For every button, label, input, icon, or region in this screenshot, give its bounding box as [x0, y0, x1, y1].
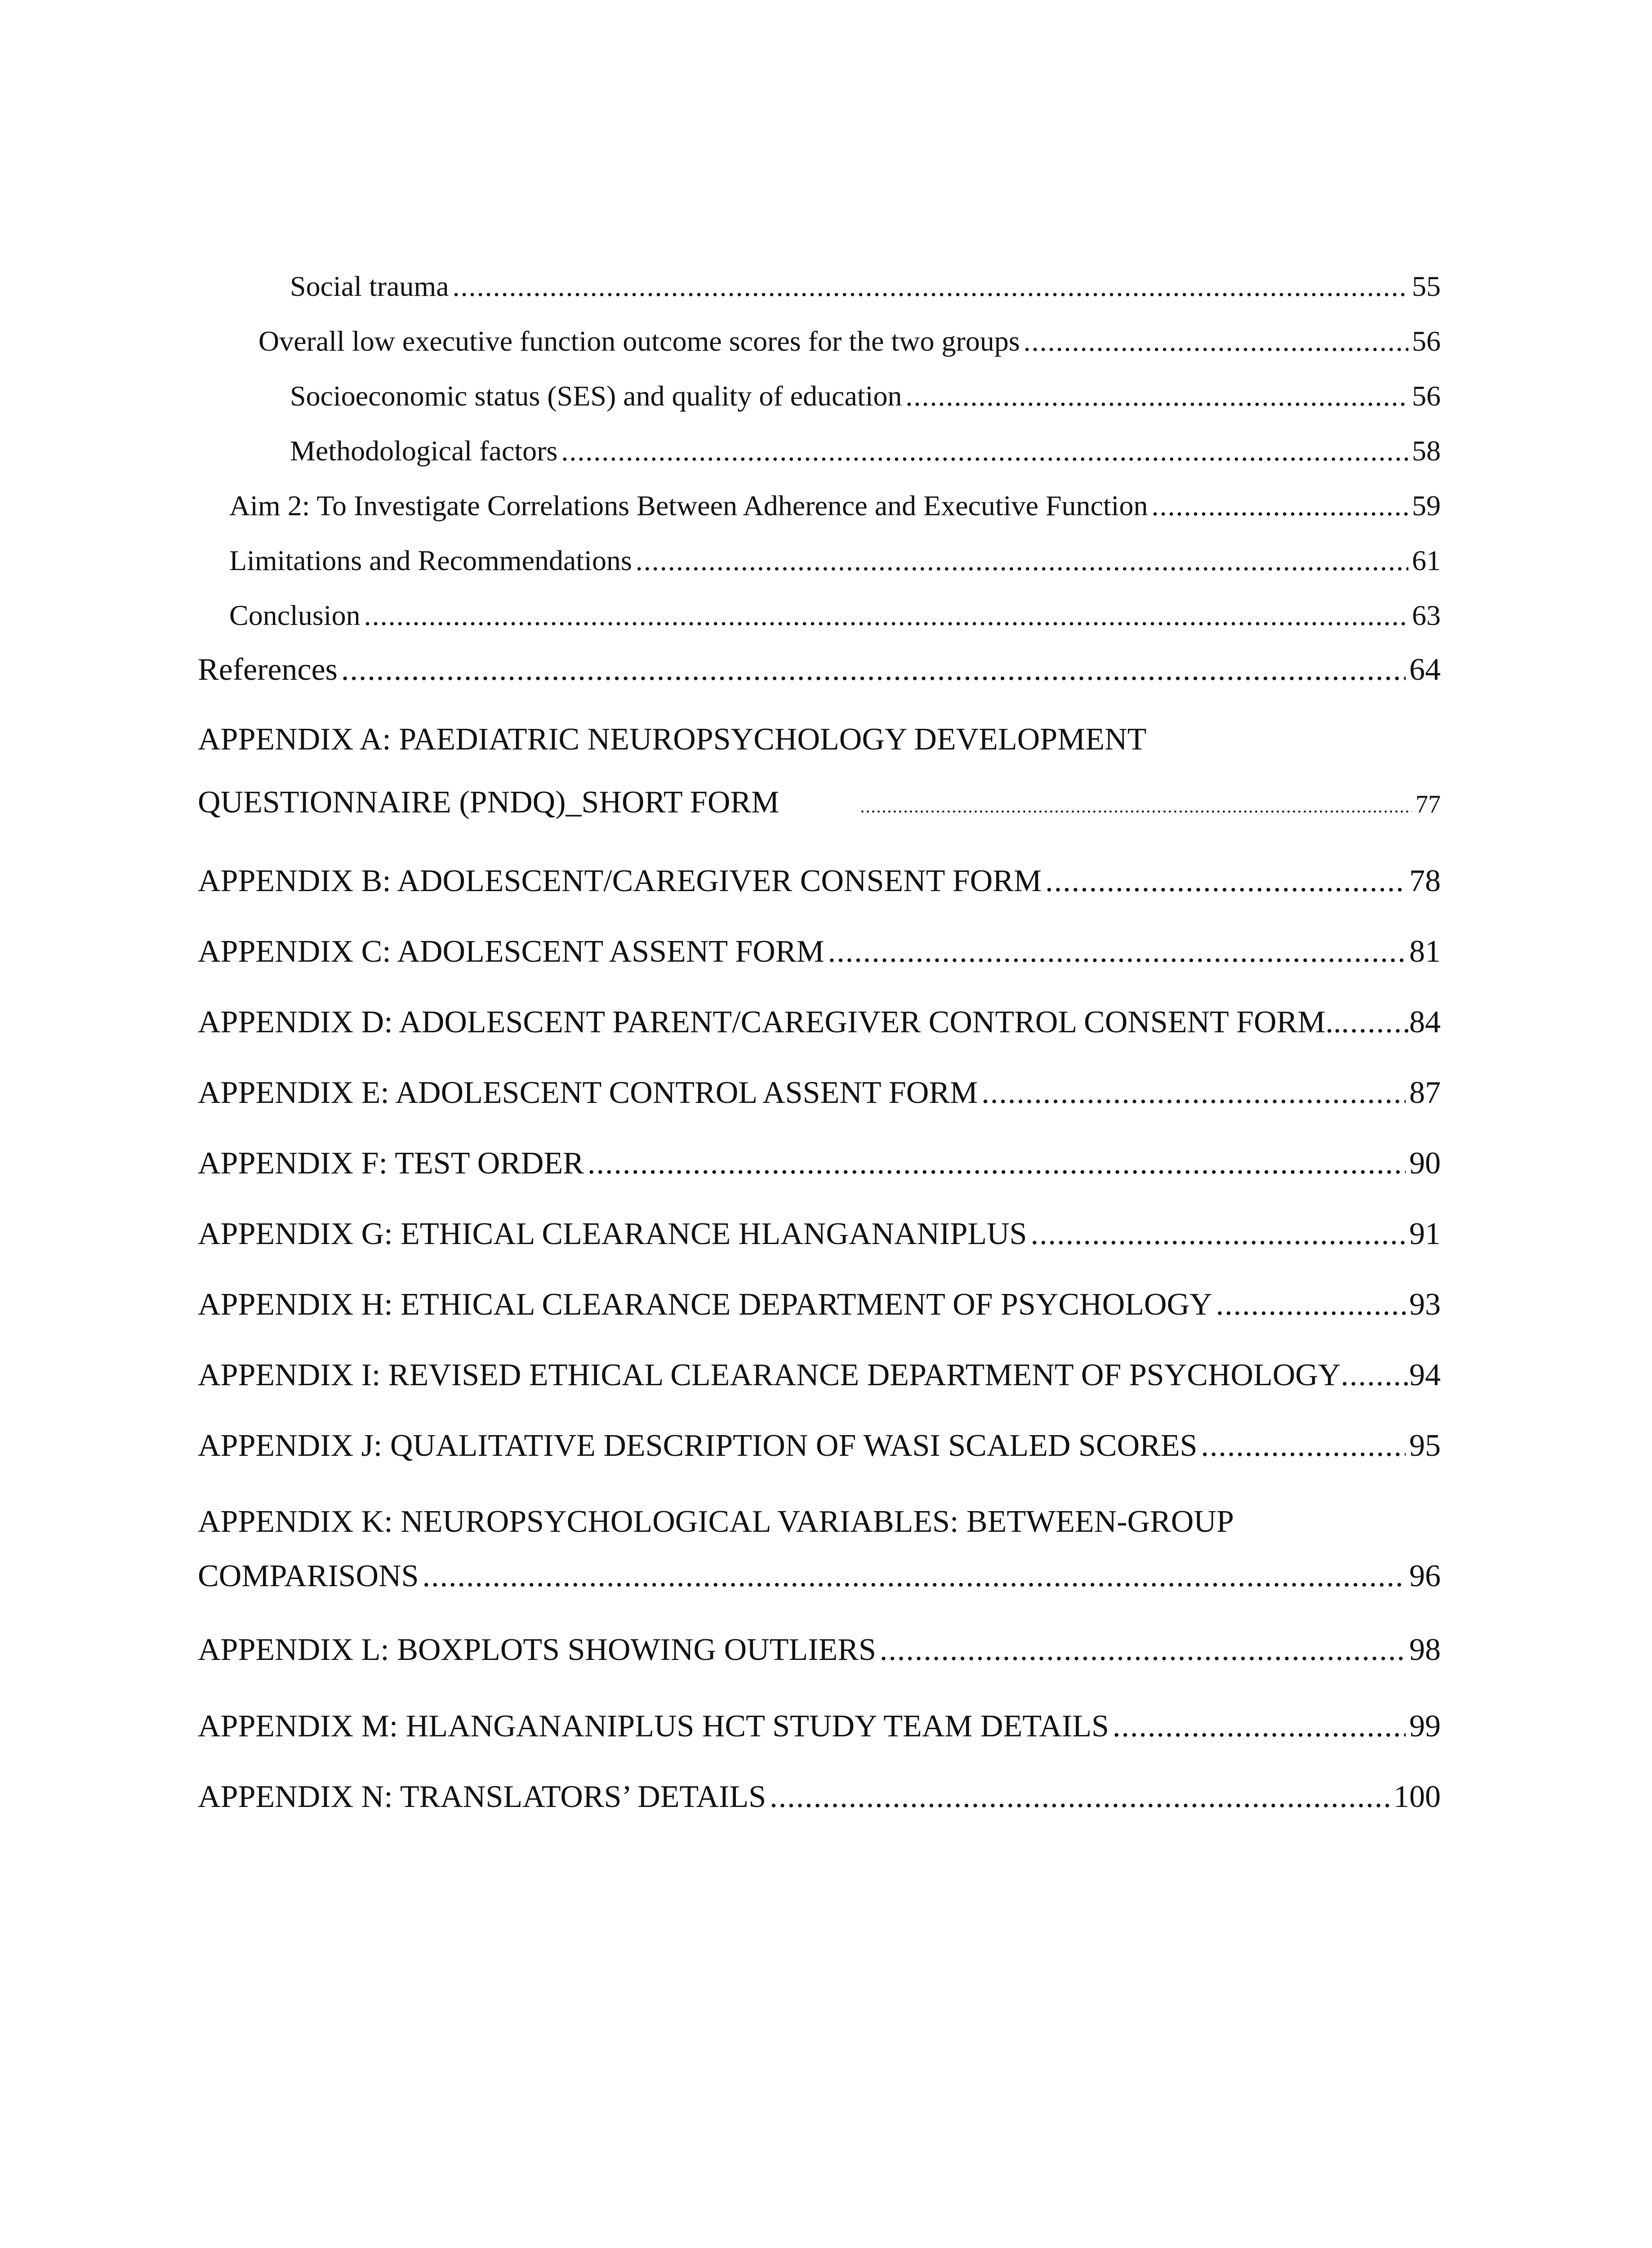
toc-page-number: 94: [1409, 1358, 1441, 1392]
dot-leader: [1341, 1004, 1409, 1040]
toc-page-number: 96: [1409, 1559, 1441, 1593]
dot-leader: [453, 270, 1408, 303]
toc-entry-appendix-a[interactable]: [198, 785, 1441, 834]
dot-leader: [860, 796, 1412, 817]
dot-leader: [1201, 1428, 1406, 1464]
dot-leader: [561, 434, 1408, 468]
toc-entry-appendix-n[interactable]: [198, 1779, 1441, 1829]
dot-leader: [636, 544, 1408, 577]
toc-entry-label: APPENDIX H: ETHICAL CLEARANCE DEPARTMENT OF PSYCHOLOGY: [198, 1287, 1212, 1322]
toc-page-number: 56: [1412, 380, 1441, 412]
dot-leader: [1024, 325, 1408, 358]
toc-entry-label: COMPARISONS: [198, 1559, 419, 1593]
toc-page-number: 81: [1409, 934, 1441, 969]
toc-entry-social-trauma[interactable]: [290, 270, 1441, 319]
toc-entry-label: APPENDIX D: ADOLESCENT PARENT/CAREGIVER CONTROL CONSENT FORM..: [198, 1005, 1341, 1039]
toc-entry-methodological-factors[interactable]: [290, 434, 1441, 484]
toc-page-number: 56: [1412, 325, 1441, 357]
toc-entry-label: APPENDIX L: BOXPLOTS SHOWING OUTLIERS: [198, 1632, 876, 1667]
toc-page-number: 77: [1416, 790, 1441, 818]
toc-page-number: 59: [1412, 490, 1441, 522]
dot-leader: [341, 652, 1406, 688]
toc-entry-label: Social trauma: [290, 270, 449, 302]
dot-leader: [364, 599, 1408, 632]
toc-entry-label: APPENDIX M: HLANGANANIPLUS HCT STUDY TEAM DETAILS: [198, 1709, 1109, 1744]
toc-entry-label: Limitations and Recommendations: [229, 544, 632, 576]
toc-entry-label: APPENDIX F: TEST ORDER: [198, 1146, 584, 1181]
toc-entry-label: APPENDIX B: ADOLESCENT/CAREGIVER CONSENT FORM: [198, 864, 1042, 898]
toc-page-number: 87: [1409, 1075, 1441, 1110]
toc-entry-label: QUESTIONNAIRE (PNDQ)_SHORT FORM: [198, 785, 779, 820]
dot-leader: [588, 1146, 1406, 1182]
dot-leader: [1216, 1287, 1406, 1323]
toc-entry-appendix-h[interactable]: [198, 1287, 1441, 1336]
toc-entry-label: APPENDIX E: ADOLESCENT CONTROL ASSENT FORM: [198, 1075, 978, 1110]
toc-entry-appendix-i[interactable]: [198, 1357, 1441, 1407]
toc-entry-appendix-f[interactable]: [198, 1146, 1441, 1195]
toc-entry-label: Methodological factors: [290, 435, 558, 467]
dot-leader: [1031, 1216, 1406, 1252]
toc-entry-appendix-a-line-1[interactable]: APPENDIX A: PAEDIATRIC NEUROPSYCHOLOGY DEVELOPMENT: [198, 722, 1147, 757]
toc-page-number: 90: [1409, 1146, 1441, 1181]
toc-page-number: 78: [1409, 864, 1441, 898]
toc-page-number: 61: [1412, 544, 1441, 576]
dot-leader: [1045, 863, 1406, 899]
toc-entry-label: Socioeconomic status (SES) and quality of education: [290, 380, 902, 412]
toc-entry-limitations[interactable]: [229, 544, 1441, 593]
toc-entry-appendix-c[interactable]: [198, 934, 1441, 983]
dot-leader: [423, 1558, 1406, 1594]
toc-entry-label: Overall low executive function outcome scores for the two groups: [258, 325, 1020, 357]
toc-entry-appendix-m[interactable]: [198, 1708, 1441, 1758]
toc-entry-appendix-k-line-1[interactable]: APPENDIX K: NEUROPSYCHOLOGICAL VARIABLES: BETWEEN-GROUP: [198, 1504, 1234, 1539]
dot-leader: [1152, 489, 1408, 522]
toc-entry-appendix-g[interactable]: [198, 1216, 1441, 1266]
toc-page-number: 64: [1409, 652, 1441, 687]
toc-entry-conclusion[interactable]: [229, 599, 1441, 648]
toc-entry-label: APPENDIX I: REVISED ETHICAL CLEARANCE DEPARTMENT OF PSYCHOLOGY: [198, 1358, 1341, 1392]
toc-entry-appendix-b[interactable]: [198, 863, 1441, 913]
toc-page-number: 93: [1409, 1287, 1441, 1322]
dot-leader: [1341, 1357, 1410, 1393]
toc-entry-label: APPENDIX J: QUALITATIVE DESCRIPTION OF WASI SCALED SCORES: [198, 1428, 1198, 1463]
toc-entry-appendix-j[interactable]: [198, 1428, 1441, 1477]
toc-entry-label: APPENDIX N: TRANSLATORS’ DETAILS: [198, 1780, 766, 1814]
dot-leader: [880, 1632, 1406, 1668]
toc-entry-appendix-e[interactable]: [198, 1075, 1441, 1124]
toc-entry-label: Conclusion: [229, 599, 361, 631]
toc-entry-label: APPENDIX C: ADOLESCENT ASSENT FORM: [198, 934, 824, 969]
toc-entry-references[interactable]: [198, 652, 1441, 701]
toc-entry-overall-low-executive-function[interactable]: [258, 325, 1441, 374]
toc-page-number: 91: [1409, 1217, 1441, 1251]
toc-page-number: 63: [1412, 599, 1441, 631]
toc-page-number: 95: [1409, 1428, 1441, 1463]
toc-page-number: 55: [1412, 270, 1441, 302]
toc-entry-appendix-k[interactable]: [198, 1558, 1441, 1608]
toc-entry-label: APPENDIX G: ETHICAL CLEARANCE HLANGANANIPLUS: [198, 1217, 1027, 1251]
dot-leader: [981, 1075, 1406, 1111]
dot-leader: [828, 934, 1406, 970]
toc-entry-appendix-l[interactable]: [198, 1632, 1441, 1682]
toc-entry-label: References: [198, 652, 338, 687]
toc-entry-aim-2[interactable]: [229, 489, 1441, 539]
toc-entry-label: Aim 2: To Investigate Correlations Between Adherence and Executive Function: [229, 490, 1148, 522]
toc-entry-appendix-d[interactable]: [198, 1004, 1441, 1054]
toc-page-number: 99: [1409, 1709, 1441, 1744]
toc-page-number: 58: [1412, 435, 1441, 467]
dot-leader: [770, 1779, 1390, 1815]
toc-page-number: 100: [1394, 1780, 1441, 1814]
toc-page-number: 84: [1409, 1005, 1441, 1039]
toc-page-number: 98: [1409, 1632, 1441, 1667]
dot-leader: [1113, 1708, 1406, 1744]
toc-entry-ses[interactable]: [290, 379, 1441, 429]
dot-leader: [906, 379, 1409, 413]
